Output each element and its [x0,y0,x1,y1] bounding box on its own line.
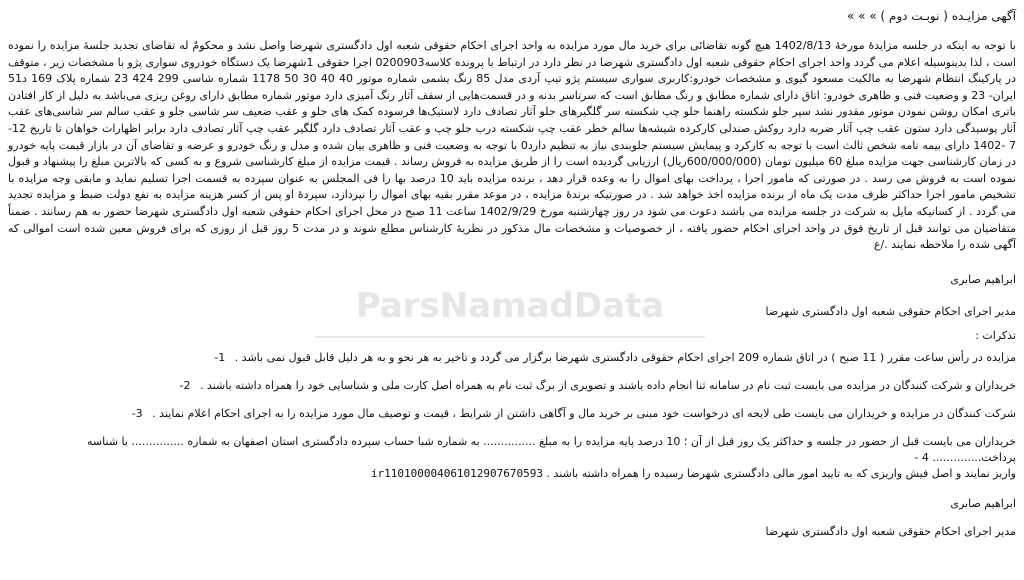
note-text: مزایده در رأس ساعت مقرر ( 11 صبح ) در اتاق شماره 209 اجرای احکام حقوقی دادگستری شهرضا برگزار می گردد و تاخیر به هر نحو و به هر دلیل قابل قبول نمی باشد . [234,350,1016,364]
notice-body: با توجه به اینکه در جلسه مزایدۀ مورخۀ 1402/8/13 هیچ گونه تقاضائی برای خرید مال مورد مزایده به واحد اجرای احکام حقوقی شعبه اول دادگستری شهرضا واصل نشد و محکومٌ له تقاضای تجدید جلسۀ مزایده را نموده است ، لذا بدینوسیله اعلام می گردد واحد اجرای احکام حقوقی شعبه اول دادگستری شهرضا در نظر دارد در ارتباط با پرونده کلاسه0200903 اجرا حقوقی 1شهرضا یک دستگاه خودروی سواری پژو با مشخصات زیر ، متوقف در پارکینگ انتظام شهرضا به مالکیت مسعود گیوی و مشخصات خودرو:کاربری سواری سیستم پژو تیپ آردی مدل 85 رنگ یشمی شماره موتور 40 40 30 50 1178 شماره شاسی 299 424 23 شماره پلاک 169 د51 ایران- 23 و وضعیت فنی و ظاهری خودرو: اتاق دارای شماره مطابق و رنگ مطابق است که سرتاسر بدنه و در قسمت‌هایی از سقف آثار رنگ آمیزی دارد موتور شماره مطابق دارای روغن ریزی می‌باشد به دلیل از کار افتادن باتری امکان روشن نمودن موتور مقدور نشد سپر جلو شکسته راهنما جلو چپ شکسته سر گلگیرهای جلو آثار تصادف دارد لاستیک‌ها فرسوده کمک های جلو و عقب ضعیف سر شاسی جلو و عقب سالم سر شاسی‌های عقب آثار پوسیدگی دارد ستون عقب چپ آثار ضربه دارد روکش صندلی کارکرده شیشه‌ها سالم خطر عقب چپ شکسته درب جلو چپ و عقب آثار تصادف دارد گلگیر عقب چپ آثار تصادف دارد برابر اظهارات خواهان تا تاریخ 12- 7 -1402 دارای بیمه نامه شخص ثالث است با توجه به کارکرد و پیمایش سیستم جلوبندی نیاز به تنظیم دارد0 با توجه به وضعیت فنی و ظاهری بیان شده و مدل و رنگ خودرو و عرضه و تقاضای آن در بازار قیمت پایه خودرو در زمان کارشناسی جهت مزایده مبلغ 60 میلیون تومان (600/000/000ریال) ارزیابی گردیده است را از طریق مزایده به فروش رساند . قیمت مزایده از مبلغ کارشناسی شروع و به کسی که بالاترین مبلغ را پیشنهاد و قبول نموده است به فروش می رسد . در صورتی که مامور اجرا ، پرداخت بهای اموال را به وعده قرار دهد ، برنده مزایده باید 10 درصد بها را فی المجلس به عنوان سپرده به قسمت اجرا تسلیم نماید و مابقی وجه مزایده با تشخیص مامور اجرا حداکثر ظرف مدت یک ماه از برنده مزایده اخذ خواهد شد . در صورتیکه برندۀ مزایده ، در موعد مقرر بقیه بهای اموال را نپردازد، سپردۀ او پس از کسر هزینه مزایده به نفع دولت ضبط و مزایده تجدید می گردد . از کسانیکه مایل به شرکت در جلسه مزایده می باشند دعوت می شود در روز چهارشنبه مورخ 1402/9/29 ساعت 11 صبح در محل اجرای احکام حقوقی شعبه اول دادگستری شهرضا حضور به هم رسانند . ضمناً متقاضیان می توانند قبل از تاریخ فوق در واحد اجرای احکام حضور یافته ، از خصوصیات و مشخصات مال مذکور در نظریۀ کارشناس مطلع شوند و در مدت 5 روز قبل از روزی که برای فروش معین شده است اموالی که آگهی شده را ملاحظه نمایند ./ع [8,39,1016,252]
note-number: 2- [179,378,191,392]
signatory-position: مدیر اجرای احکام حقوقی شعبه اول دادگستری شهرضا [765,304,1016,318]
signatory-name: ابراهیم صابری [950,496,1016,510]
watermark-text: ParsNamadData [355,286,665,326]
notes-heading: تذکرات : [975,328,1016,342]
note-number: 4 - [914,450,929,464]
note-4 [8,434,1016,482]
note-2 [8,378,1016,394]
note-4-line-1 [8,434,1016,466]
note-1 [8,350,1016,366]
signature-bottom [8,496,1016,540]
signatory-name: ابراهیم صابری [950,272,1016,286]
signatory-position: مدیر اجرای احکام حقوقی شعبه اول دادگستری شهرضا [765,524,1016,538]
iban-number: ir110100004061012907670593 [370,466,544,480]
note-number: 3- [131,406,143,420]
note-text: واریز نمایند و اصل فیش واریزی که به تایید امور مالی دادگستری شهرضا رسیده را همراه داشته باشند . [546,466,1016,480]
note-text: خریداران می بایست قبل از حضور در جلسه و حداکثر یک روز قبل از آن ؛ 10 درصد پایه مزایده را به مبلغ ............... به شماره شبا حساب سپرده دادگستری استان اصفهان به شماره ............... با شناسه پرداخت.............. [87,434,1016,464]
note-3 [8,406,1016,422]
note-text: خریداران و شرکت کنندگان در مزایده می بایست ثبت نام در سامانه ثنا انجام داده باشند و تصویری از برگ ثبت نام به همراه اصل کارت ملی و شناسایی خود را همراه داشته باشند . [199,378,1016,392]
notice-title: آگهی مزایـده ( نوبـت دوم ) » » » [846,9,1016,23]
note-4-line-2 [8,466,1016,482]
note-text: شرکت کنندگان در مزایده و خریداران می بایست طی لایحه ای درخواست خود مبنی بر خرید مال و آگاهی داشتن از شرایط ، قیمت و توصیف مال مورد مزایده را به اجرای احکام اعلام نمایند . [152,406,1016,420]
note-number: 1- [214,350,226,364]
signature-top [8,272,1016,320]
